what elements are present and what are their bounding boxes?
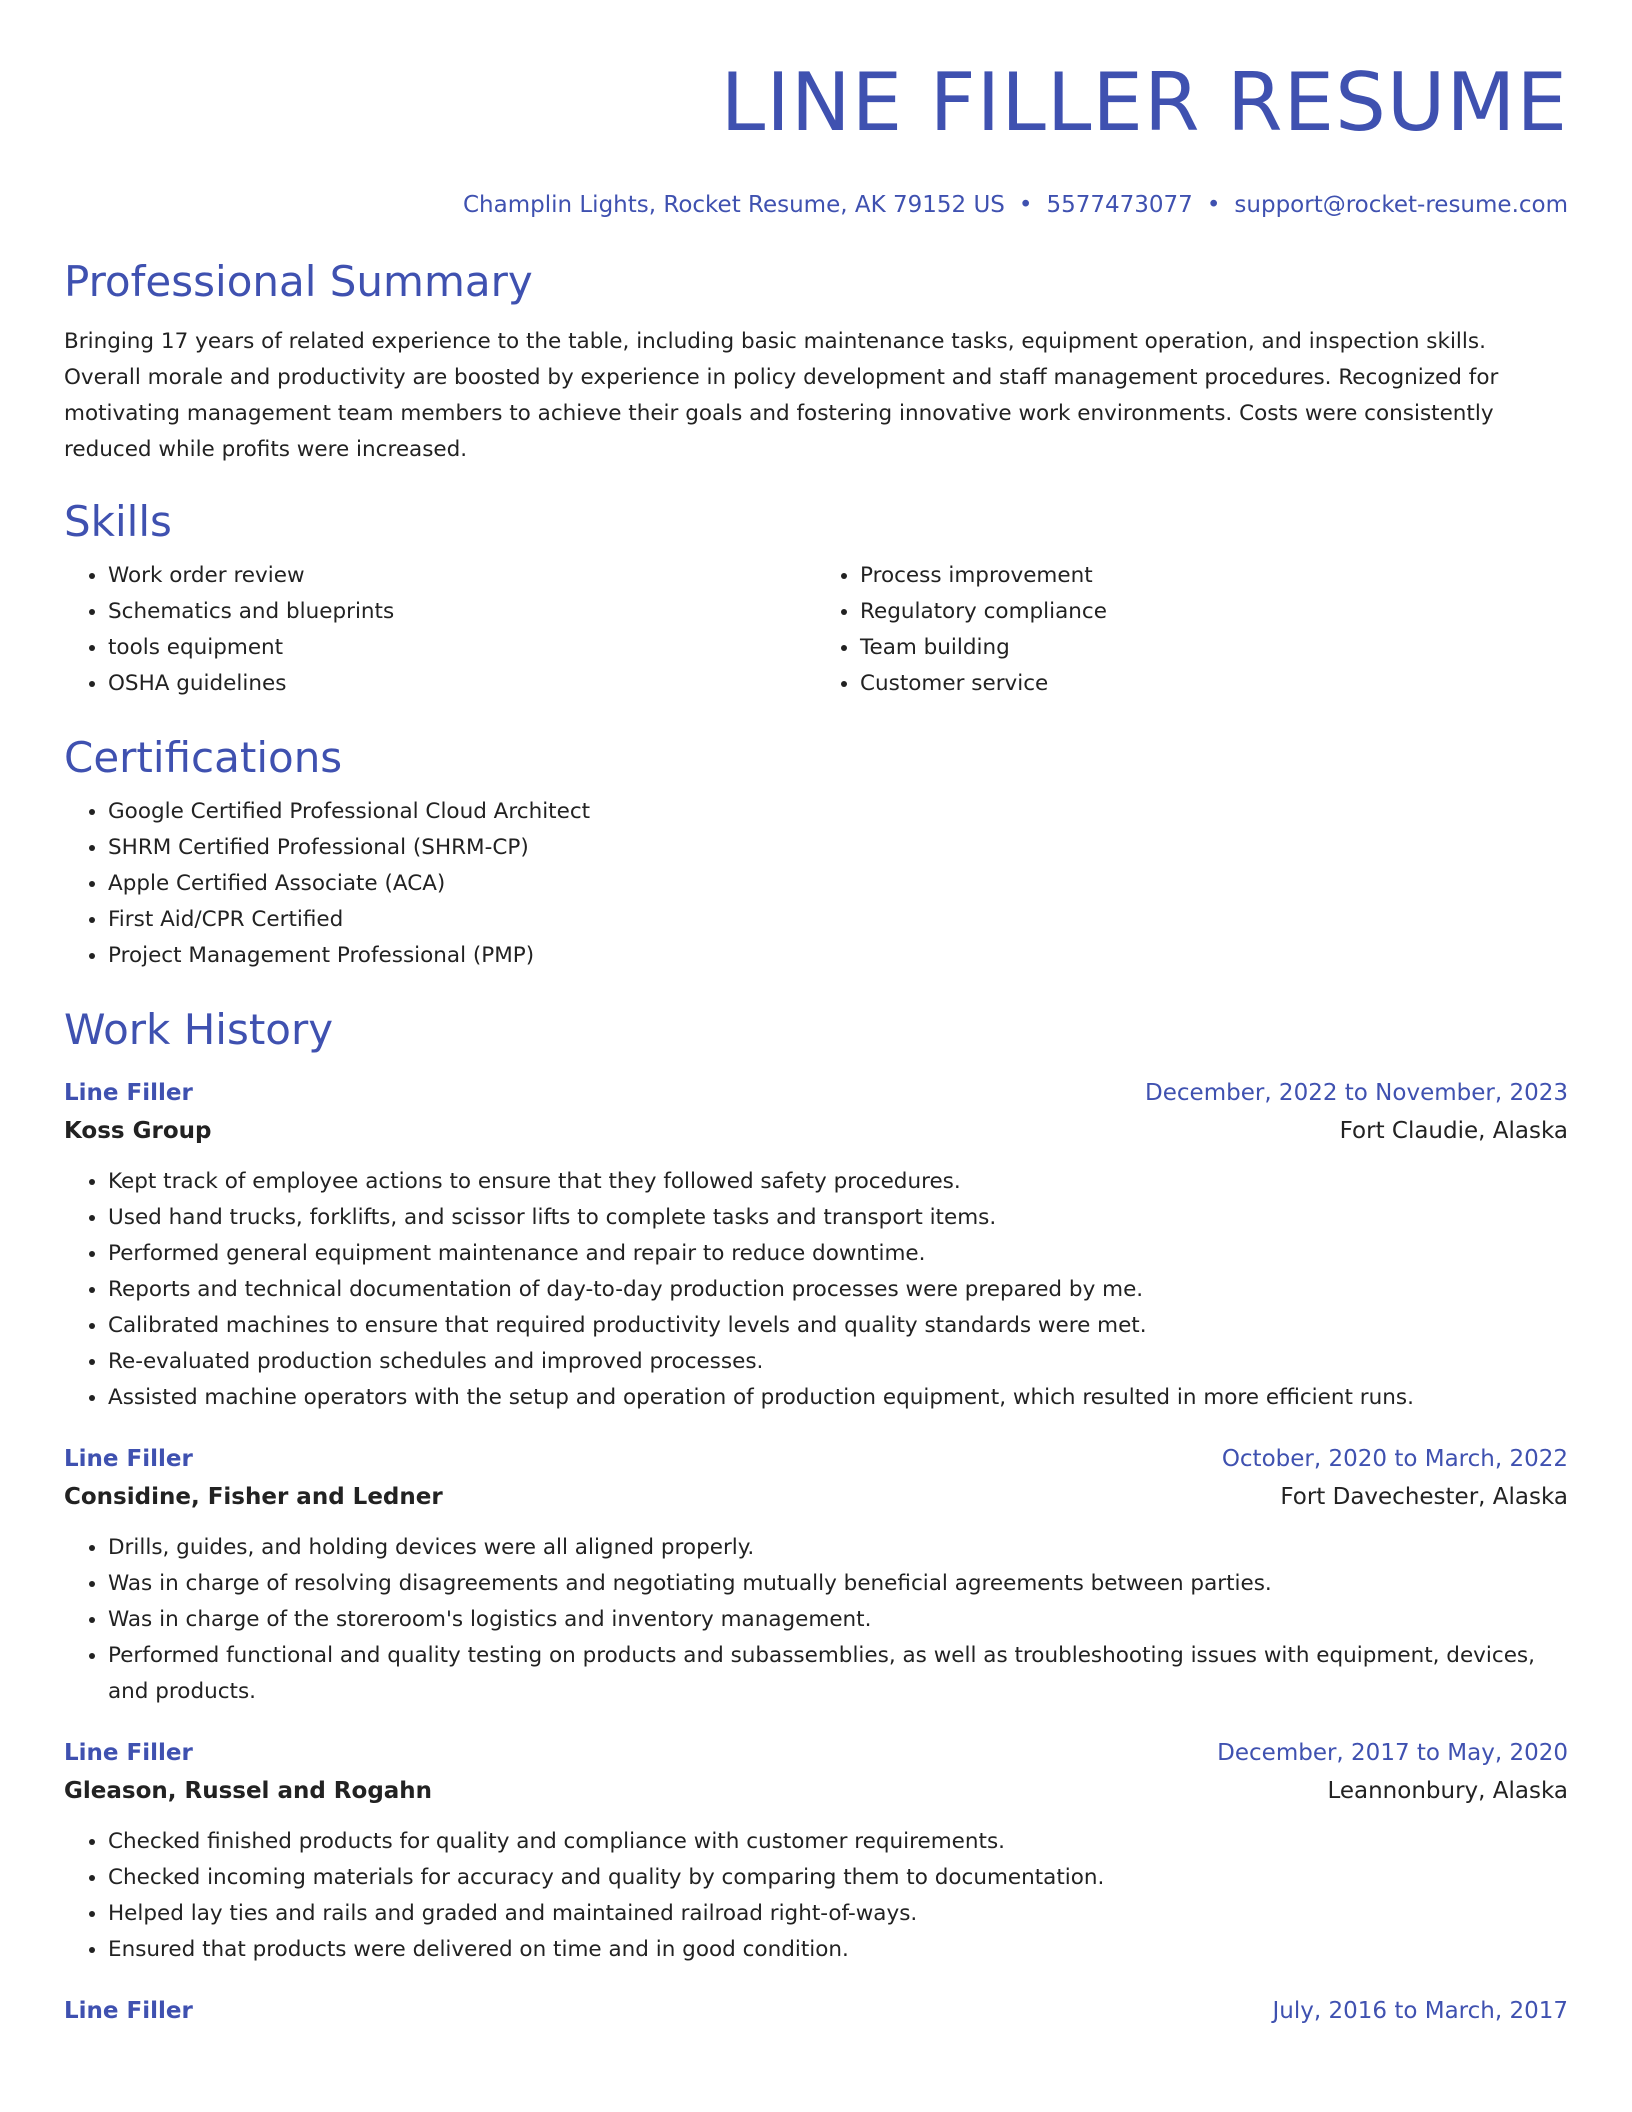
job-dates: December, 2022 to November, 2023 [1145,1080,1568,1106]
contact-separator: • [1018,192,1033,218]
job-dates: October, 2020 to March, 2022 [1221,1446,1568,1472]
job-bullet: • Ensured that products were delivered on time and in good condition. [108,1932,1568,1968]
job-company: Koss Group [64,1118,212,1144]
job-bullets [64,1824,1568,1968]
job-bullet: • Re-evaluated production schedules and improved processes. [108,1344,1568,1380]
contact-address: Champlin Lights, Rocket Resume, AK 79152 US [462,192,1005,218]
job-title: Line Filler [64,1080,193,1106]
job-bullet: • Reports and technical documentation of day-to-day production processes were prepared by me. [108,1272,1568,1308]
skills-heading: Skills [64,497,172,546]
skill-item: • Regulatory compliance [860,594,1568,630]
certification-item: • Project Management Professional (PMP) [108,938,1568,974]
job-company: Gleason, Russel and Rogahn [64,1778,433,1804]
job-bullet: • Performed functional and quality testing on products and subassemblies, as well as troubleshooting issues with equipment, devices, and products. [108,1638,1568,1710]
skill-item: • OSHA guidelines [108,666,816,702]
job-entry [64,1992,1568,2030]
job-bullet: • Performed general equipment maintenance and repair to reduce downtime. [108,1236,1568,1272]
skill-item: • Team building [860,630,1568,666]
job-bullet: • Was in charge of resolving disagreements and negotiating mutually beneficial agreements between parties. [108,1566,1568,1602]
job-bullet: • Used hand trucks, forklifts, and scissor lifts to complete tasks and transport items. [108,1200,1568,1236]
certifications-list [64,794,1568,974]
certification-item: • Google Certified Professional Cloud Architect [108,794,1568,830]
job-location: Fort Claudie, Alaska [1339,1118,1568,1144]
skill-item: • Customer service [860,666,1568,702]
job-title: Line Filler [64,1446,193,1472]
certification-item: • First Aid/CPR Certified [108,902,1568,938]
skill-item: • tools equipment [108,630,816,666]
resume-name: LINE FILLER RESUME [720,56,1568,149]
contact-line [64,190,1568,220]
job-location: Leannonbury, Alaska [1327,1778,1568,1804]
job-title: Line Filler [64,1740,193,1766]
job-bullets [64,1530,1568,1710]
certification-item: • SHRM Certified Professional (SHRM-CP) [108,830,1568,866]
job-bullets [64,1164,1568,1416]
job-entry [64,1074,1568,1416]
job-bullet: • Checked incoming materials for accuracy and quality by comparing them to documentation. [108,1860,1568,1896]
contact-phone: 5577473077 [1046,192,1193,218]
job-dates: December, 2017 to May, 2020 [1217,1740,1568,1766]
job-title: Line Filler [64,1998,193,2024]
job-entry [64,1440,1568,1710]
job-dates: July, 2016 to March, 2017 [1272,1998,1568,2024]
contact-email: support@rocket-resume.com [1234,192,1568,218]
summary-heading: Professional Summary [64,257,533,306]
job-location: Fort Davechester, Alaska [1280,1484,1568,1510]
skill-item: • Work order review [108,558,816,594]
work-history-heading: Work History [64,1005,334,1054]
summary-text: Bringing 17 years of related experience to the table, including basic maintenance tasks, equipment operation, and inspection skills. Overall morale and productivity are boosted by experience in policy development and staff management procedures. Recognized for motivating management team members to achieve their goals and fostering innovative work environments. Costs were consistently reduced while profits were increased. [64,329,1499,462]
job-bullet: • Calibrated machines to ensure that required productivity levels and quality standards were met. [108,1308,1568,1344]
job-bullet: • Was in charge of the storeroom's logistics and inventory management. [108,1602,1568,1638]
job-bullet: • Assisted machine operators with the setup and operation of production equipment, which resulted in more efficient runs. [108,1380,1568,1416]
certification-item: • Apple Certified Associate (ACA) [108,866,1568,902]
job-bullet: • Kept track of employee actions to ensure that they followed safety procedures. [108,1164,1568,1200]
skills-list-left [64,558,816,702]
job-bullet: • Checked finished products for quality and compliance with customer requirements. [108,1824,1568,1860]
skills-list-right [816,558,1568,702]
job-bullet: • Drills, guides, and holding devices were all aligned properly. [108,1530,1568,1566]
skill-item: • Process improvement [860,558,1568,594]
job-entry [64,1734,1568,1968]
contact-separator: • [1206,192,1221,218]
certifications-heading: Certifications [64,733,343,782]
job-bullet: • Helped lay ties and rails and graded and maintained railroad right-of-ways. [108,1896,1568,1932]
skill-item: • Schematics and blueprints [108,594,816,630]
skills-columns [64,558,1568,702]
job-company: Considine, Fisher and Ledner [64,1484,443,1510]
